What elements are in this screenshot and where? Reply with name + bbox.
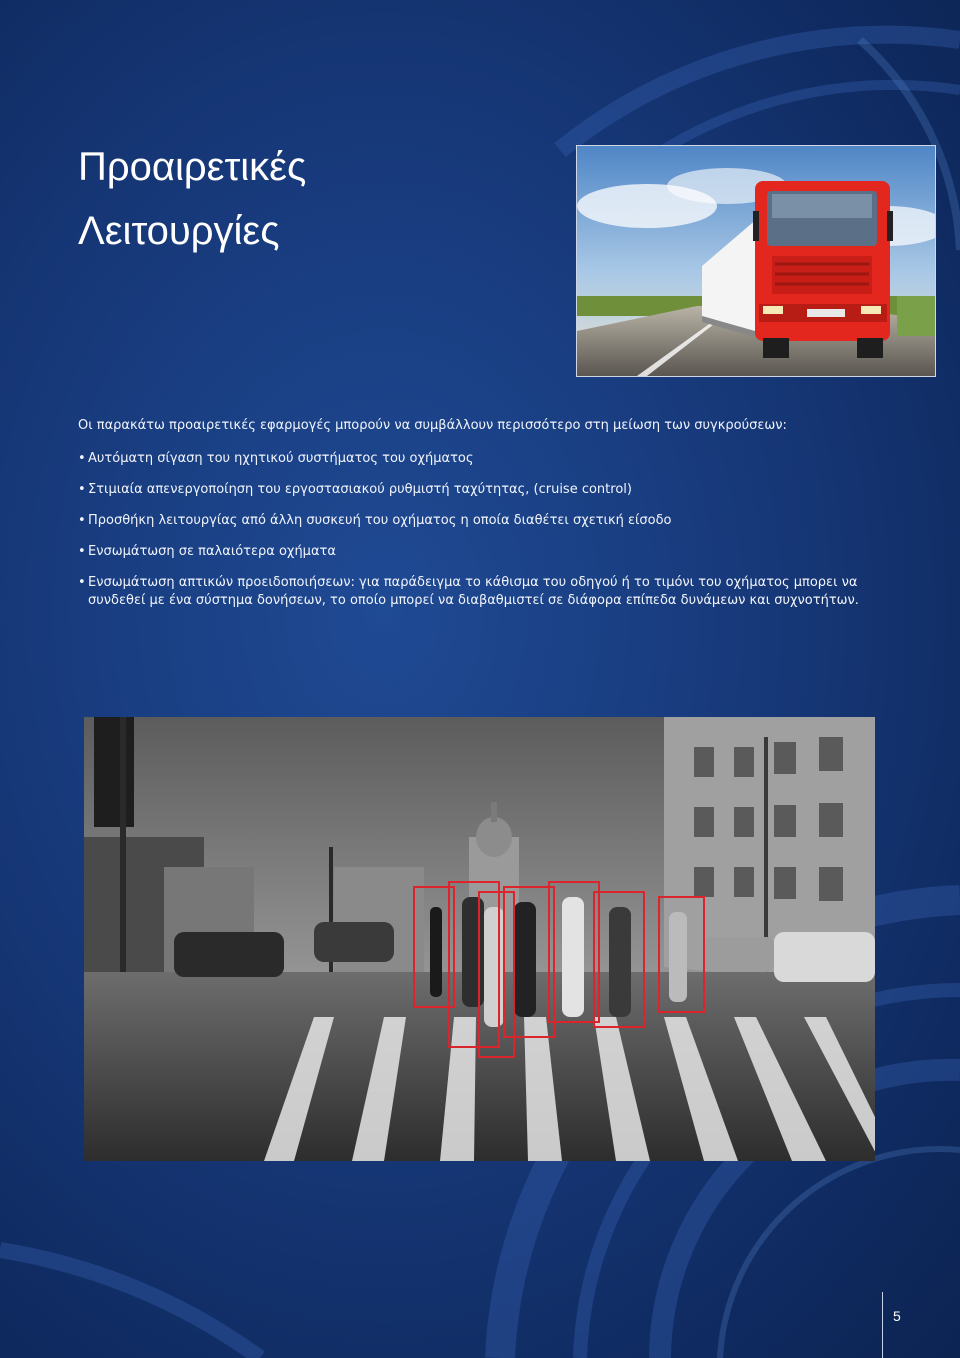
feature-text: Στιμιαία απενεργοποίηση του εργοστασιακού ρυθμιστή ταχύτητας, (cruise control) bbox=[88, 482, 632, 497]
feature-text: Ενσωμάτωση σε παλαιότερα οχήματα bbox=[88, 544, 336, 559]
page-number: 5 bbox=[893, 1308, 901, 1324]
street-illustration bbox=[84, 717, 875, 1161]
feature-item bbox=[78, 481, 878, 499]
bullet-icon: • bbox=[78, 544, 86, 559]
page-title-line-1: Προαιρετικές bbox=[78, 145, 307, 189]
page-number-divider bbox=[882, 1292, 883, 1358]
feature-item bbox=[78, 512, 878, 530]
pedestrian-detection-photo bbox=[84, 717, 875, 1161]
page-title-line-2: Λειτουργίες bbox=[78, 209, 280, 253]
bullet-icon: • bbox=[78, 513, 86, 528]
truck-photo bbox=[576, 145, 936, 377]
feature-item bbox=[78, 543, 878, 561]
feature-item bbox=[78, 450, 878, 468]
feature-text: Αυτόματη σίγαση του ηχητικού συστήματος του οχήματος bbox=[88, 451, 474, 466]
intro-text: Οι παρακάτω προαιρετικές εφαρμογές μπορούν να συμβάλλουν περισσότερο στη μείωση των συγκρούσεων: bbox=[78, 418, 787, 433]
page-title bbox=[78, 135, 306, 263]
feature-item bbox=[78, 574, 878, 610]
feature-list bbox=[78, 450, 878, 623]
bullet-icon: • bbox=[78, 482, 86, 497]
bullet-icon: • bbox=[78, 451, 86, 466]
feature-text: Προσθήκη λειτουργίας από άλλη συσκευή του οχήματος η οποία διαθέτει σχετική είσοδο bbox=[88, 513, 672, 528]
bullet-icon: • bbox=[78, 575, 86, 590]
feature-text: Ενσωμάτωση απτικών προειδοποιήσεων: για παράδειγμα το κάθισμα του οδηγού ή το τιμόνι του οχήματος μπορει να συνδεθεί με ένα σύστημα δονήσεων, το οποίο μπορεί να διαβαθμιστεί σε διάφορα επίπεδα δυνάμεων και συχνοτήτων. bbox=[88, 575, 859, 608]
truck-illustration bbox=[577, 146, 935, 376]
